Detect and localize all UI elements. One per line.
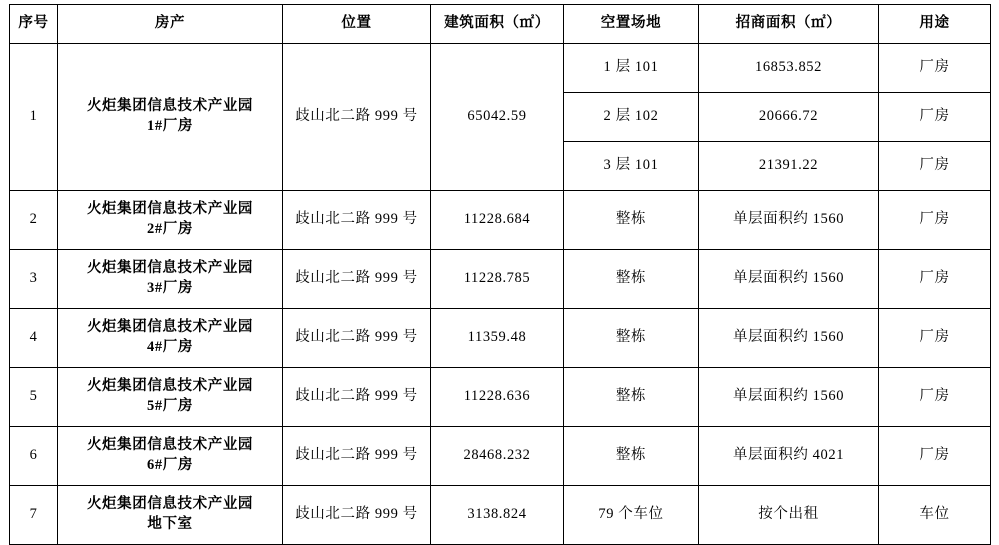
cell-vacancy: 整栋 xyxy=(564,191,699,250)
cell-location: 歧山北二路 999 号 xyxy=(283,250,431,309)
header-cell-vacancy: 空置场地 xyxy=(564,5,699,44)
table-row xyxy=(10,486,991,545)
cell-location: 歧山北二路 999 号 xyxy=(283,427,431,486)
cell-property xyxy=(58,250,283,309)
cell-investment-area: 21391.22 xyxy=(699,142,879,191)
cell-property-line2: 1#厂房 xyxy=(147,118,193,134)
cell-use: 厂房 xyxy=(879,142,991,191)
cell-building-area: 28468.232 xyxy=(431,427,564,486)
cell-investment-area: 单层面积约 1560 xyxy=(699,368,879,427)
cell-property xyxy=(58,368,283,427)
header-cell-investment-area: 招商面积（㎡） xyxy=(699,5,879,44)
header-cell-location: 位置 xyxy=(283,5,431,44)
property-listing-table xyxy=(9,4,991,545)
header-cell-use: 用途 xyxy=(879,5,991,44)
cell-property xyxy=(58,44,283,191)
cell-investment-area: 单层面积约 1560 xyxy=(699,191,879,250)
cell-property-line2: 6#厂房 xyxy=(147,457,193,473)
cell-use: 车位 xyxy=(879,486,991,545)
cell-property-line1: 火炬集团信息技术产业园 xyxy=(86,319,254,336)
cell-index: 4 xyxy=(10,309,58,368)
cell-vacancy: 79 个车位 xyxy=(564,486,699,545)
table-header-row xyxy=(10,5,991,44)
cell-use: 厂房 xyxy=(879,250,991,309)
document-page xyxy=(0,4,999,532)
cell-index: 5 xyxy=(10,368,58,427)
cell-vacancy: 整栋 xyxy=(564,368,699,427)
cell-property xyxy=(58,427,283,486)
cell-building-area: 3138.824 xyxy=(431,486,564,545)
cell-use: 厂房 xyxy=(879,427,991,486)
cell-building-area: 11228.684 xyxy=(431,191,564,250)
cell-use: 厂房 xyxy=(879,309,991,368)
table-row xyxy=(10,44,991,93)
cell-vacancy: 整栋 xyxy=(564,309,699,368)
table-row xyxy=(10,250,991,309)
cell-property-line1: 火炬集团信息技术产业园 xyxy=(86,496,254,513)
cell-vacancy: 整栋 xyxy=(564,250,699,309)
cell-property-line1: 火炬集团信息技术产业园 xyxy=(86,201,254,218)
cell-building-area: 11359.48 xyxy=(431,309,564,368)
cell-index: 6 xyxy=(10,427,58,486)
cell-property xyxy=(58,309,283,368)
cell-investment-area: 单层面积约 4021 xyxy=(699,427,879,486)
cell-property-line1: 火炬集团信息技术产业园 xyxy=(86,437,254,454)
cell-property-line2: 2#厂房 xyxy=(147,221,193,237)
cell-property xyxy=(58,191,283,250)
cell-building-area: 65042.59 xyxy=(431,44,564,191)
cell-property-line1: 火炬集团信息技术产业园 xyxy=(86,378,254,395)
cell-location: 歧山北二路 999 号 xyxy=(283,191,431,250)
cell-index: 7 xyxy=(10,486,58,545)
cell-vacancy: 1 层 101 xyxy=(564,44,699,93)
table-row xyxy=(10,427,991,486)
cell-property-line1: 火炬集团信息技术产业园 xyxy=(86,98,254,115)
cell-property-line2: 地下室 xyxy=(147,516,193,532)
header-cell-building-area: 建筑面积（㎡） xyxy=(431,5,564,44)
header-cell-index: 序号 xyxy=(10,5,58,44)
header-cell-property: 房产 xyxy=(58,5,283,44)
cell-index: 1 xyxy=(10,44,58,191)
cell-property xyxy=(58,486,283,545)
cell-location: 歧山北二路 999 号 xyxy=(283,486,431,545)
cell-location: 歧山北二路 999 号 xyxy=(283,368,431,427)
cell-location: 歧山北二路 999 号 xyxy=(283,44,431,191)
cell-location: 歧山北二路 999 号 xyxy=(283,309,431,368)
cell-investment-area: 单层面积约 1560 xyxy=(699,250,879,309)
cell-property-line2: 4#厂房 xyxy=(147,339,193,355)
cell-property-line2: 3#厂房 xyxy=(147,280,193,296)
table-body xyxy=(10,5,991,545)
cell-use: 厂房 xyxy=(879,368,991,427)
cell-use: 厂房 xyxy=(879,191,991,250)
table-row xyxy=(10,368,991,427)
cell-building-area: 11228.636 xyxy=(431,368,564,427)
table-row xyxy=(10,191,991,250)
cell-vacancy: 整栋 xyxy=(564,427,699,486)
cell-investment-area: 单层面积约 1560 xyxy=(699,309,879,368)
cell-use: 厂房 xyxy=(879,44,991,93)
cell-investment-area: 16853.852 xyxy=(699,44,879,93)
cell-index: 3 xyxy=(10,250,58,309)
cell-investment-area: 按个出租 xyxy=(699,486,879,545)
cell-vacancy: 3 层 101 xyxy=(564,142,699,191)
cell-property-line1: 火炬集团信息技术产业园 xyxy=(86,260,254,277)
cell-use: 厂房 xyxy=(879,93,991,142)
cell-building-area: 11228.785 xyxy=(431,250,564,309)
table-row xyxy=(10,309,991,368)
cell-property-line2: 5#厂房 xyxy=(147,398,193,414)
cell-investment-area: 20666.72 xyxy=(699,93,879,142)
cell-vacancy: 2 层 102 xyxy=(564,93,699,142)
cell-index: 2 xyxy=(10,191,58,250)
